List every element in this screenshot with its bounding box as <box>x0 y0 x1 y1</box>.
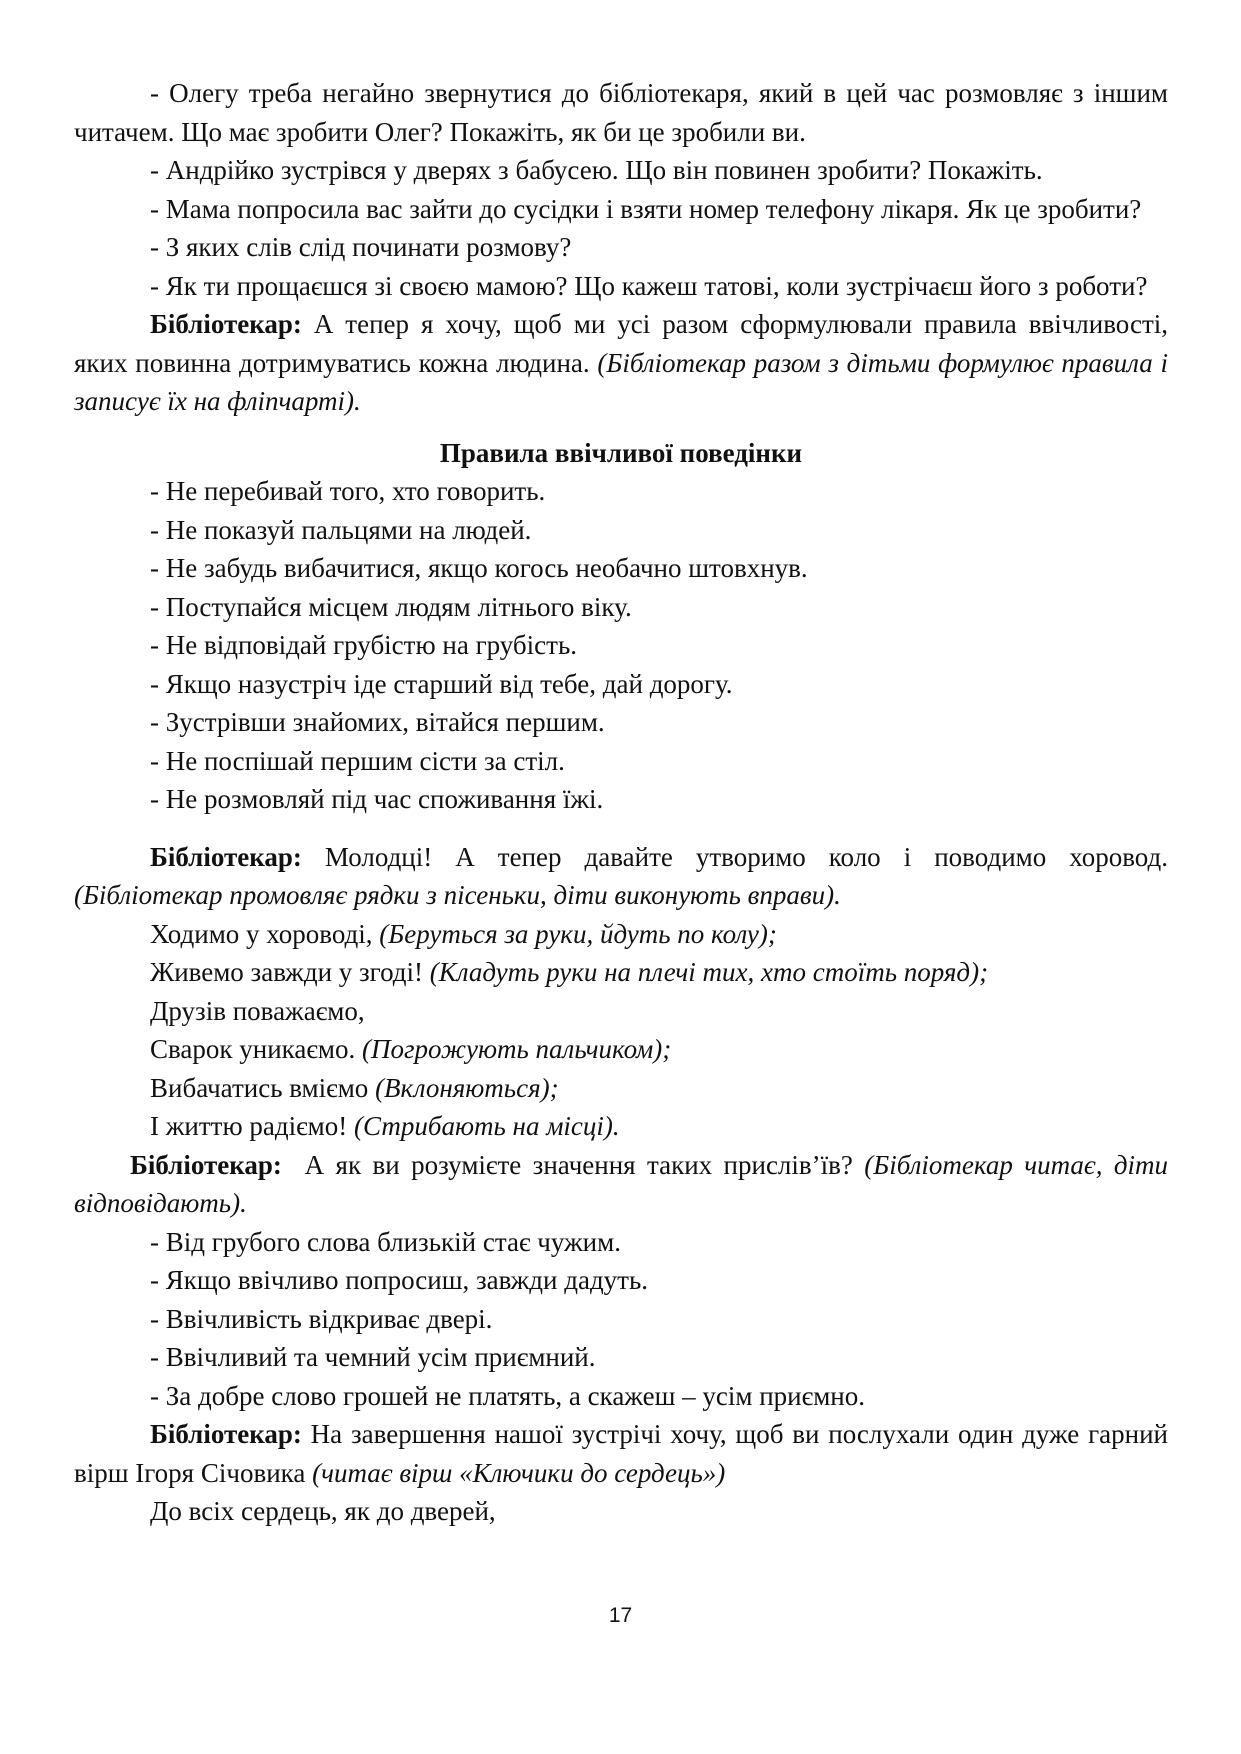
rule-item: - Поступайся місцем людям літнього віку. <box>150 591 632 622</box>
page-content <box>74 74 1168 1531</box>
poem-line: До всіх сердець, як до дверей, <box>150 1496 496 1526</box>
stage-direction: (Вклоняються); <box>375 1072 559 1103</box>
dance-line: Вибачатись вміємо (Вклоняються); <box>150 1072 559 1103</box>
proverb-item: - Від грубого слова близькій стає чужим. <box>150 1226 621 1257</box>
speaker-label: Бібліотекар: <box>150 309 302 339</box>
question-item: - Олегу треба негайно звернутися до бібліотекаря, який в цей час розмовляє з іншим читачем. Що має зробити Олег? Покажіть, як би це зробили ви. <box>74 78 1168 147</box>
librarian-paragraph <box>74 838 1168 915</box>
rule-item: - Не відповідай грубістю на грубість. <box>150 630 578 660</box>
rule-item: - Зустрівши знайомих, вітайся першим. <box>150 707 605 737</box>
rule-item: - Не забудь вибачитися, якщо когось необачно штовхнув. <box>150 553 808 583</box>
speaker-label: Бібліотекар: <box>150 1419 302 1449</box>
dance-line: Сварок уникаємо. (Погрожують пальчиком); <box>150 1034 672 1064</box>
stage-direction: (Беруться за руки, йдуть по колу); <box>379 918 777 949</box>
dance-line: Ходимо у хороводі, (Беруться за руки, йдуть по колу); <box>150 918 777 949</box>
question-item: - Андрійко зустрівся у дверях з бабусею. Що він повинен зробити? Покажіть. <box>150 155 1043 185</box>
paragraph-text: На завершення нашої зустрічі хочу, щоб ви послухали один дуже гарний вірш Ігоря Січовика <box>74 1419 1168 1488</box>
speaker-label: Бібліотекар: <box>150 841 302 872</box>
paragraph-text: А як ви розумієте значення таких прислів’їв? <box>281 1149 865 1180</box>
stage-direction: (Стрибають на місці). <box>354 1111 620 1141</box>
speaker-label: Бібліотекар: <box>130 1149 282 1180</box>
question-item: - З яких слів слід починати розмову? <box>150 232 572 262</box>
rule-item: - Не перебивай того, хто говорить. <box>150 476 546 506</box>
librarian-paragraph <box>74 305 1168 421</box>
rules-title: Правила ввічливої поведінки <box>439 437 803 468</box>
stage-direction: (Погрожують пальчиком); <box>362 1034 672 1064</box>
proverb-item: - Ввічливий та чемний усім приємний. <box>150 1342 596 1372</box>
question-item: - Мама попросила вас зайти до сусідки і взяти номер телефону лікаря. Як це зробити? <box>150 193 1142 224</box>
librarian-paragraph <box>74 1415 1168 1492</box>
stage-direction: (читає вірш «Ключики до сердець») <box>312 1457 726 1488</box>
page-number: 17 <box>608 1604 633 1627</box>
paragraph-text: Молодці! А тепер давайте утворимо коло і поводимо хоровод. <box>301 841 1168 872</box>
stage-direction: (Бібліотекар промовляє рядки з пісеньки, діти виконують вправи). <box>74 880 841 910</box>
stage-direction: (Кладуть руки на плечі тих, хто стоїть поряд); <box>429 957 989 987</box>
dance-line: Друзів поважаємо, <box>150 995 365 1026</box>
librarian-paragraph <box>74 1146 1168 1223</box>
rule-item: - Якщо назустріч іде старший від тебе, дай дорогу. <box>150 668 733 699</box>
dance-line: І життю радіємо! (Стрибають на місці). <box>150 1111 620 1141</box>
dance-line: Живемо завжди у згоді! (Кладуть руки на плечі тих, хто стоїть поряд); <box>150 957 989 987</box>
proverb-item: - Якщо ввічливо попросиш, завжди дадуть. <box>150 1265 649 1295</box>
stage-direction: (Бібліотекар читає, діти відповідають). <box>74 1149 1169 1218</box>
proverb-item: - За добре слово грошей не платять, а скажеш – усім приємно. <box>150 1380 865 1411</box>
question-item: - Як ти прощаєшся зі своєю мамою? Що кажеш татові, коли зустрічаєш його з роботи? <box>150 270 1148 301</box>
rule-item: - Не поспішай першим сісти за стіл. <box>150 745 565 776</box>
rule-item: - Не показуй пальцями на людей. <box>150 514 532 545</box>
rule-item: - Не розмовляй під час споживання їжі. <box>150 784 604 814</box>
proverb-item: - Ввічливість відкриває двері. <box>150 1303 493 1334</box>
stage-direction: (Бібліотекар разом з дітьми формулює правила і записує їх на фліпчарті). <box>74 347 1169 416</box>
paragraph-text: А тепер я хочу, щоб ми усі разом сформулювали правила ввічливості, яких повинна дотримуватись кожна людина. <box>74 309 1168 378</box>
